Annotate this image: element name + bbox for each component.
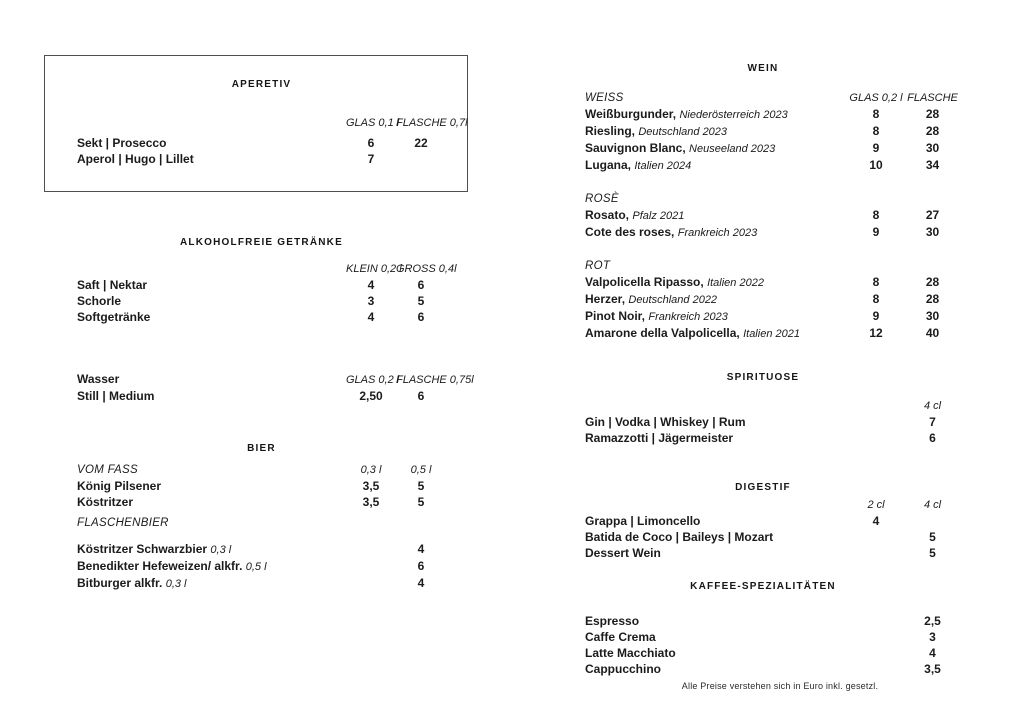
wine-name: Amarone della Valpolicella, (585, 326, 740, 340)
menu-left-column (44, 0, 474, 592)
item-price-glass: 8 (872, 292, 880, 306)
item-name: Köstritzer (77, 495, 134, 509)
bier-section (44, 442, 468, 592)
weiss-label: WEISS (585, 92, 624, 104)
item-price-large: 6 (417, 278, 425, 292)
item-price-glass: 8 (872, 124, 880, 138)
menu-item-row (77, 135, 446, 151)
menu-item-row (77, 293, 446, 309)
column-header-glass: GLAS 0,1 l (346, 117, 400, 129)
menu-item-row (585, 140, 960, 157)
wine-name: Sauvignon Blanc, (585, 141, 686, 155)
menu-item-row (77, 309, 446, 325)
kaffee-section (585, 580, 960, 677)
menu-item-row (585, 106, 960, 123)
item-price: 3,5 (924, 662, 941, 676)
menu-item-row (585, 529, 960, 545)
column-header-4cl: 4 cl (923, 400, 942, 412)
wine-name: Herzer, (585, 292, 626, 306)
item-price-glass: 7 (367, 152, 375, 166)
wine-detail: Italien 2024 (634, 160, 692, 172)
item-name (585, 106, 847, 123)
item-name (585, 325, 847, 342)
item-name: Dessert Wein (585, 546, 661, 560)
kaffee-title: KAFFEE-SPEZIALITÄTEN (690, 581, 836, 592)
item-name: Caffe Crema (585, 630, 656, 644)
column-header-2cl: 2 cl (867, 499, 885, 511)
spirituose-section (585, 371, 960, 446)
item-name: Saft | Nektar (77, 278, 148, 292)
item-price-bottle: 6 (417, 389, 425, 403)
item-size: 0,3 l (165, 578, 187, 590)
alkoholfrei-title: ALKOHOLFREIE GETRÄNKE (180, 237, 343, 248)
item-price-03l: 3,5 (362, 479, 380, 493)
wine-name: Valpolicella Ripasso, (585, 275, 704, 289)
item-price-small: 4 (367, 310, 375, 324)
menu-item-row (585, 123, 960, 140)
menu-item-row (585, 207, 960, 224)
menu-item-row (585, 661, 960, 677)
item-name: Still | Medium (77, 389, 155, 403)
menu-item-row (585, 629, 960, 645)
item-price: 4 (417, 576, 425, 590)
item-price: 4 (417, 542, 425, 556)
item-price-small: 4 (367, 278, 375, 292)
spirituose-title: SPIRITUOSE (726, 372, 800, 383)
item-price-glass: 9 (872, 225, 880, 239)
item-price-glass: 2,50 (359, 389, 383, 403)
item-name: Cappucchino (585, 662, 662, 676)
wine-detail: Deutschland 2023 (638, 126, 728, 138)
column-header-05l: 0,5 l (410, 464, 432, 476)
item-name (585, 140, 847, 157)
item-price-bottle: 28 (925, 292, 940, 306)
digestif-title: DIGESTIF (735, 482, 791, 493)
item-price-bottle: 30 (925, 309, 940, 323)
item-price-bottle: 28 (925, 107, 940, 121)
item-price: 4 (929, 646, 936, 660)
item-name (585, 157, 847, 174)
item-price-4cl: 5 (929, 546, 936, 560)
wine-detail: Frankreich 2023 (677, 227, 758, 239)
item-price-2cl: 4 (872, 514, 880, 528)
item-size: 0,5 l (245, 561, 267, 573)
item-price-bottle: 30 (925, 225, 940, 239)
wine-name: Rosato, (585, 208, 630, 222)
item-price-bottle: 28 (925, 275, 940, 289)
item-name (585, 274, 847, 291)
item-price-large: 5 (417, 294, 425, 308)
wein-section (585, 62, 960, 342)
wine-detail: Niederösterreich 2023 (679, 109, 788, 121)
item-name (77, 558, 346, 575)
wine-name: Pinot Noir, (585, 309, 645, 323)
item-price-4cl: 6 (929, 431, 936, 445)
item-name: Espresso (585, 614, 640, 628)
menu-item-row (585, 157, 960, 174)
item-price-glass: 8 (872, 107, 880, 121)
item-name (77, 575, 346, 592)
item-name-text: Benedikter Hefeweizen/ alkfr. (77, 559, 243, 573)
item-name (585, 308, 847, 325)
item-name: Grappa | Limoncello (585, 514, 701, 528)
menu-item-row (585, 545, 960, 561)
alkoholfrei-header-row (77, 261, 457, 277)
column-header-small: KLEIN 0,2 l (346, 263, 402, 275)
menu-item-row (77, 558, 446, 575)
flaschenbier-items (77, 541, 446, 592)
aperetiv-section (44, 55, 468, 192)
item-name (585, 207, 847, 224)
column-header-4cl: 4 cl (923, 499, 942, 511)
item-price-bottle: 28 (925, 124, 940, 138)
weiss-header-row (585, 90, 960, 106)
wine-detail: Pfalz 2021 (632, 210, 685, 222)
item-name: Sekt | Prosecco (77, 136, 167, 150)
kaffee-items (585, 613, 960, 677)
menu-item-row (585, 414, 960, 430)
rot-label: ROT (585, 260, 611, 272)
menu-item-row (77, 575, 446, 592)
wasser-header-row (77, 371, 474, 388)
item-name (585, 291, 847, 308)
column-header-bottle: FLASCHE 0,7l (396, 117, 468, 129)
menu-item-row (585, 274, 960, 291)
vom-fass-header-row (77, 462, 446, 478)
item-name: Softgetränke (77, 310, 151, 324)
wein-title: WEIN (747, 63, 779, 74)
item-name: Aperol | Hugo | Lillet (77, 152, 194, 166)
menu-item-row (77, 151, 446, 167)
menu-item-row (585, 430, 960, 446)
item-price-bottle: 40 (925, 326, 940, 340)
wine-name: Weißburgunder, (585, 107, 677, 121)
menu-item-row (585, 308, 960, 325)
item-price-bottle: 34 (925, 158, 940, 172)
wine-name: Lugana, (585, 158, 632, 172)
item-price-glass: 6 (367, 136, 375, 150)
item-price-bottle: 27 (925, 208, 940, 222)
aperetiv-title: APERETIV (231, 79, 292, 90)
menu-item-row (77, 388, 446, 404)
wine-detail: Italien 2022 (707, 277, 764, 289)
aperetiv-items (77, 135, 446, 167)
wine-detail: Neuseeland 2023 (689, 143, 776, 155)
menu-item-row (585, 513, 960, 529)
menu-item-row (585, 325, 960, 342)
wine-detail: Deutschland 2022 (628, 294, 718, 306)
item-price-03l: 3,5 (362, 495, 380, 509)
item-price-bottle: 22 (414, 136, 428, 150)
aperetiv-header-row (77, 115, 468, 131)
column-header-glass: GLAS 0,2 l (346, 374, 400, 386)
digestif-section (585, 481, 960, 561)
column-header-bottle: FLASCHE (907, 92, 958, 104)
column-header-glass: GLAS 0,2 l (849, 92, 903, 104)
item-price-05l: 5 (417, 495, 425, 509)
item-name (77, 541, 346, 558)
item-price-bottle: 30 (925, 141, 940, 155)
item-price-glass: 12 (869, 326, 883, 340)
item-price-glass: 9 (872, 309, 880, 323)
item-price-glass: 8 (872, 208, 880, 222)
digestif-header-row (585, 497, 960, 513)
item-price-glass: 8 (872, 275, 880, 289)
wine-detail: Italien 2021 (743, 328, 800, 340)
item-name: Schorle (77, 294, 122, 308)
wine-name: Riesling, (585, 124, 636, 138)
item-price-4cl: 7 (929, 415, 936, 429)
bier-title: BIER (247, 443, 276, 454)
item-price-glass: 10 (869, 158, 883, 172)
vom-fass-label: VOM FASS (77, 464, 138, 476)
item-price-small: 3 (367, 294, 375, 308)
menu-item-row (77, 478, 446, 494)
item-price: 6 (417, 559, 425, 573)
menu-right-column (585, 0, 960, 677)
rose-label: ROSÈ (585, 193, 619, 205)
menu-item-row (585, 291, 960, 308)
item-name-text: Bitburger alkfr. (77, 576, 163, 590)
spirituose-header-row (585, 398, 960, 414)
item-name (585, 224, 847, 241)
column-header-bottle: FLASCHE 0,75l (396, 374, 474, 386)
item-price: 2,5 (924, 614, 941, 628)
alkoholfrei-section (44, 236, 468, 325)
wasser-section (44, 371, 474, 404)
item-price-large: 6 (417, 310, 425, 324)
footer-note: Alle Preise verstehen sich in Euro inkl. gesetzl. (681, 681, 879, 691)
item-name: König Pilsener (77, 479, 162, 493)
column-header-large: GROSS 0,4l (396, 263, 457, 275)
wine-detail: Frankreich 2023 (648, 311, 728, 323)
item-size: 0,3 l (210, 544, 232, 556)
item-name: Ramazzotti | Jägermeister (585, 431, 734, 445)
menu-item-row (77, 541, 446, 558)
wasser-label: Wasser (77, 372, 120, 386)
item-name (585, 123, 847, 140)
item-name: Latte Macchiato (585, 646, 676, 660)
menu-item-row (585, 645, 960, 661)
item-name: Gin | Vodka | Whiskey | Rum (585, 415, 746, 429)
menu-item-row (585, 613, 960, 629)
menu-item-row (77, 277, 446, 293)
column-header-03l: 0,3 l (360, 464, 382, 476)
wine-name: Cote des roses, (585, 225, 675, 239)
item-price-05l: 5 (417, 479, 425, 493)
item-name-text: Köstritzer Schwarzbier (77, 542, 208, 556)
flaschenbier-label: FLASCHENBIER (77, 517, 169, 529)
item-price-glass: 9 (872, 141, 880, 155)
menu-item-row (77, 494, 446, 510)
item-price-4cl: 5 (929, 530, 936, 544)
menu-item-row (585, 224, 960, 241)
item-price: 3 (929, 630, 936, 644)
item-name: Batida de Coco | Baileys | Mozart (585, 530, 774, 544)
